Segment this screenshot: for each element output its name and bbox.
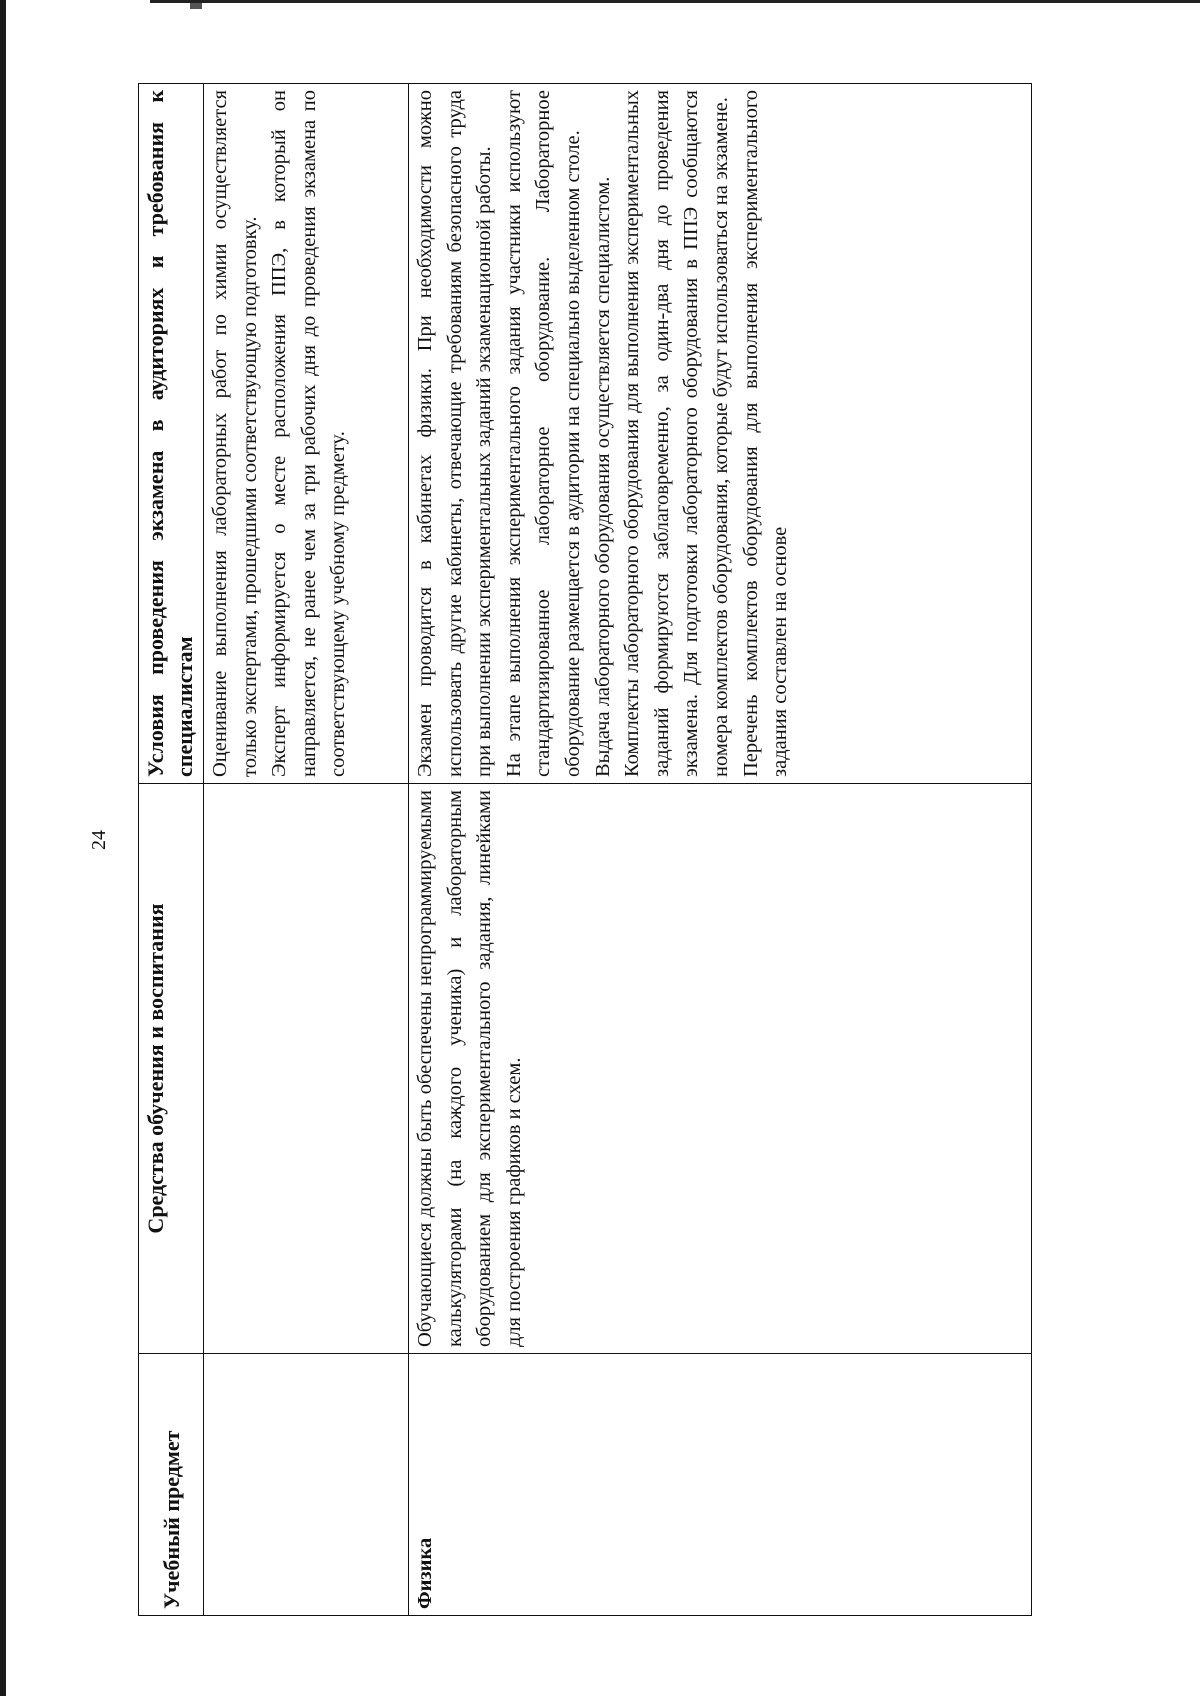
header-conditions: Условия проведения экзамена в аудиториях и требования к специалистам	[139, 84, 204, 784]
conditions-paragraph: Комплекты лабораторного оборудования для выполнения экспериментальных заданий формируются заблаговременно, за один-два дня до проведения экзамена. Для подготовки лабораторного оборудования в ППЭ сообщаются номера комплектов оборудования, которые будут использоваться на экзамене.	[621, 90, 732, 777]
means-cell: Обучающиеся должны быть обеспечены непрограммируемыми калькуляторами (на каждого ученика) и лабораторным оборудованием для экспериментального задания, линейками для построения графиков и схем.	[409, 784, 1032, 1354]
conditions-paragraph: Выдача лабораторного оборудования осуществляется специалистом.	[591, 176, 614, 777]
conditions-cell	[409, 84, 1032, 784]
conditions-cell	[204, 84, 409, 784]
table-row	[204, 84, 409, 1616]
table-row	[409, 84, 1032, 1616]
subject-cell: Физика	[409, 1354, 1032, 1616]
header-means: Средства обучения и воспитания	[139, 784, 204, 1354]
page-number: 24	[88, 830, 110, 850]
table-header-row	[139, 84, 204, 1616]
means-cell	[204, 784, 409, 1354]
conditions-paragraph: На этапе выполнения экспериментального задания участники используют стандартизированное лабораторное оборудование. Лабораторное оборудование размещается в аудитории на специально выделенном столе.	[502, 90, 584, 777]
conditions-paragraph: Оценивание выполнения лабораторных работ по химии осуществляется только экспертами, прошедшими соответствующую подготовку.	[209, 90, 261, 777]
conditions-paragraph: Экзамен проводится в кабинетах физики. При необходимости можно использовать другие кабинеты, отвечающие требованиям безопасного труда при выполнении экспериментальных заданий экзаменационной работы.	[414, 90, 496, 777]
requirements-table	[138, 83, 1032, 1616]
conditions-paragraph: Перечень комплектов оборудования для выполнения экспериментального задания составлен на основе	[739, 90, 792, 777]
header-subject: Учебный предмет	[139, 1354, 204, 1616]
conditions-paragraph: Эксперт информируется о месте расположения ППЭ, в который он направляется, не ранее чем за три рабочих дня до проведения экзамена по соответствующему учебному предмету.	[268, 90, 350, 777]
subject-cell	[204, 1354, 409, 1616]
